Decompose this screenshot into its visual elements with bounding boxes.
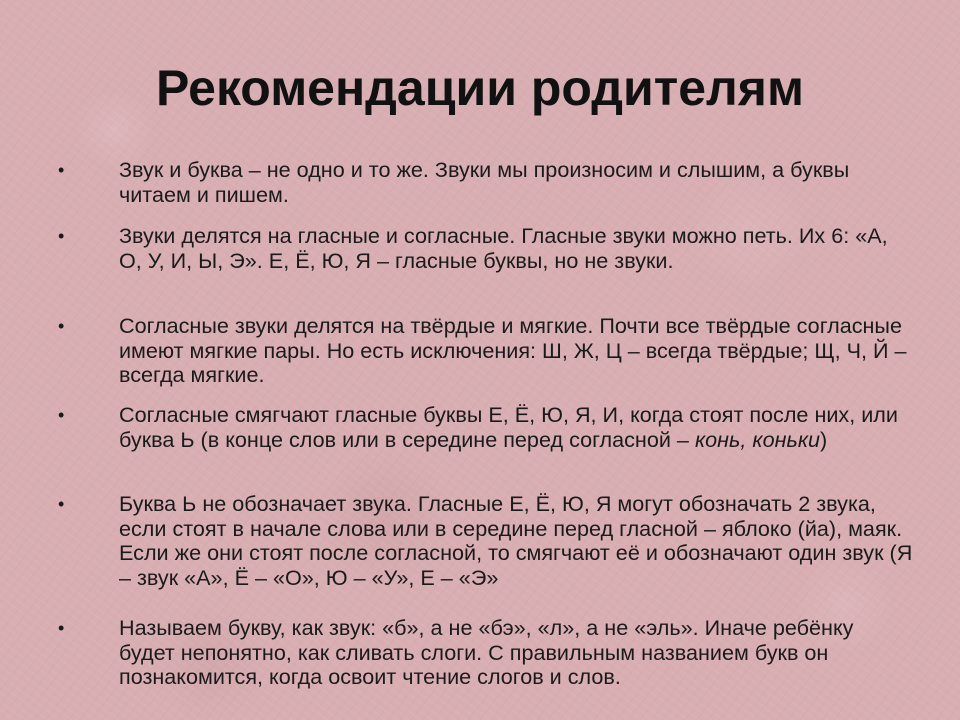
bullet-marker-icon: •: [58, 405, 65, 425]
bullet-text-part: ): [820, 426, 828, 452]
bullet-marker-icon: •: [58, 160, 65, 180]
bullet-text: Согласные звуки делятся на твёрдые и мягкие. Почти все твёрдые согласные имеют мягкие пары. Но есть исключения: Ш, Ж, Ц – всегда твёрдые; Щ, Ч, Й – всегда мягкие.: [119, 313, 907, 387]
bullet-text: Называем букву, как звук: «б», а не «бэ», «л», а не «эль». Иначе ребёнку будет непонятно, как сливать слоги. С правильным названием букв он познакомится, когда освоит чтение слогов и слов.: [119, 615, 854, 689]
bullet-marker-icon: •: [58, 618, 65, 638]
bullet-text-italic: конь, коньки: [694, 426, 821, 452]
bullet-marker-icon: •: [58, 226, 65, 246]
bullet-text: [119, 403, 914, 452]
slide-title: Рекомендации родителям: [156, 60, 804, 116]
bullet-text: Звуки делятся на гласные и согласные. Гласные звуки можно петь. Их 6: «А, О, У, И, Ы, Э». Е, Ё, Ю, Я – гласные буквы, но не звуки.: [119, 223, 888, 273]
bullet-marker-icon: •: [58, 316, 65, 336]
bullet-text: Буква Ь не обозначает звука. Гласные Е, Ё, Ю, Я могут обозначать 2 звука, если стоят в начале слова или в середине перед гласной – яблоко (йа), маяк. Если же они стоят после согласной, то смягчают её и обозначают один звук (Я – звук «А», Ё – «О», Ю – «У», Е – «Э»: [119, 491, 913, 590]
bullet-text: Звук и буква – не одно и то же. Звуки мы произносим и слышим, а буквы читаем и пишем.: [119, 157, 850, 207]
bullet-marker-icon: •: [58, 494, 65, 514]
bullet-text-part: Согласные смягчают гласные буквы Е, Ё, Ю, Я, И, когда стоят после них, или буква Ь (в конце слов или в середине перед согласной –: [119, 402, 898, 452]
